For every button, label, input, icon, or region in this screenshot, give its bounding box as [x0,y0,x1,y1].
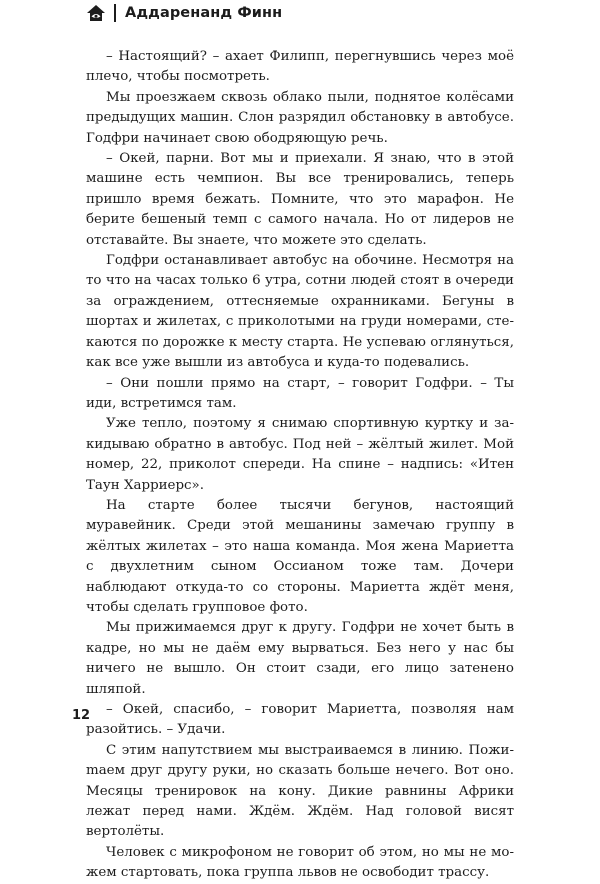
paragraph: Мы проезжаем сквозь облако пыли, поднятое колёсами предыдущих машин. Слон разрядил обстановку в автобусе. Годфри начинает свою ободряющую речь. [86,89,514,146]
publisher-logo-icon [86,3,106,23]
page-number: 12 [72,708,91,723]
paragraph: – Они пошли прямо на старт, – говорит Годфри. – Ты иди, встретимся там. [86,375,514,411]
body-text [86,47,514,884]
paragraph: Человек с микрофоном не говорит об этом, но мы не можем стартовать, пока группа львов не освободит трассу. [86,844,514,881]
paragraph: Мы прижимаемся друг к другу. Годфри не хочет быть в кадре, но мы не даём ему вырваться. Без него у нас бы ничего не вышло. Он стоит сзади, его лицо затенено шляпой. [86,620,514,697]
author-name: Аддаренанд Финн [125,5,283,21]
running-header [86,2,282,24]
paragraph: На старте более тысячи бегунов, настоящий муравейник. Среди этой мешанины замечаю группу в жёлтых жилетах – это наша команда. Моя жена Мариетта с двухлетним сыном Оссианом тоже там. Дочери наблюдают откуда-то со стороны. Мариетта ждёт меня, чтобы сделать групповое фото. [86,497,514,615]
paragraph: С этим напутствием мы выстраиваемся в линию. Пожиmaем друг другу руки, но сказать больше нечего. Вот оно. Месяцы тренировок на кону. Дикие равнины Африки лежат перед нами. Ждём. Ждём. Над головой висят вертолёты. [86,742,514,840]
paragraph: Годфри останавливает автобус на обочине. Несмотря на то что на часах только 6 утра, сотни людей стоят в очереди за ограждением, оттесняемые охранниками. Бегуны в шортах и жилетах, с приколотыми на груди номерами, стекаются по дорожке к месту старта. Не успеваю оглянуться, как все уже вышли из автобуса и куда-то подевались. [86,253,514,371]
header-divider [114,4,116,22]
paragraph: – Окей, спасибо, – говорит Мариетта, позволяя нам разойтись. – Удачи. [86,702,514,738]
paragraph: – Окей, парни. Вот мы и приехали. Я знаю, что в этой машине есть чемпион. Вы все тренировались, теперь пришло время бежать. Помните, что это марафон. Не берите бешeный темп с самого начала. Но от лидеров не отставайте. Вы знаете, что можете это сделать. [86,151,514,248]
paragraph: Уже тепло, поэтому я снимаю спортивную куртку и закидываю обратно в автобус. Под ней – жёлтый жилет. Мой номер, 22, приколот спереди. На спине – надпись: «Итен Таун Харриерс». [86,416,514,493]
paragraph: – Настоящий? – ахает Филипп, перегнувшись через моё плечо, чтобы посмотреть. [86,49,514,85]
